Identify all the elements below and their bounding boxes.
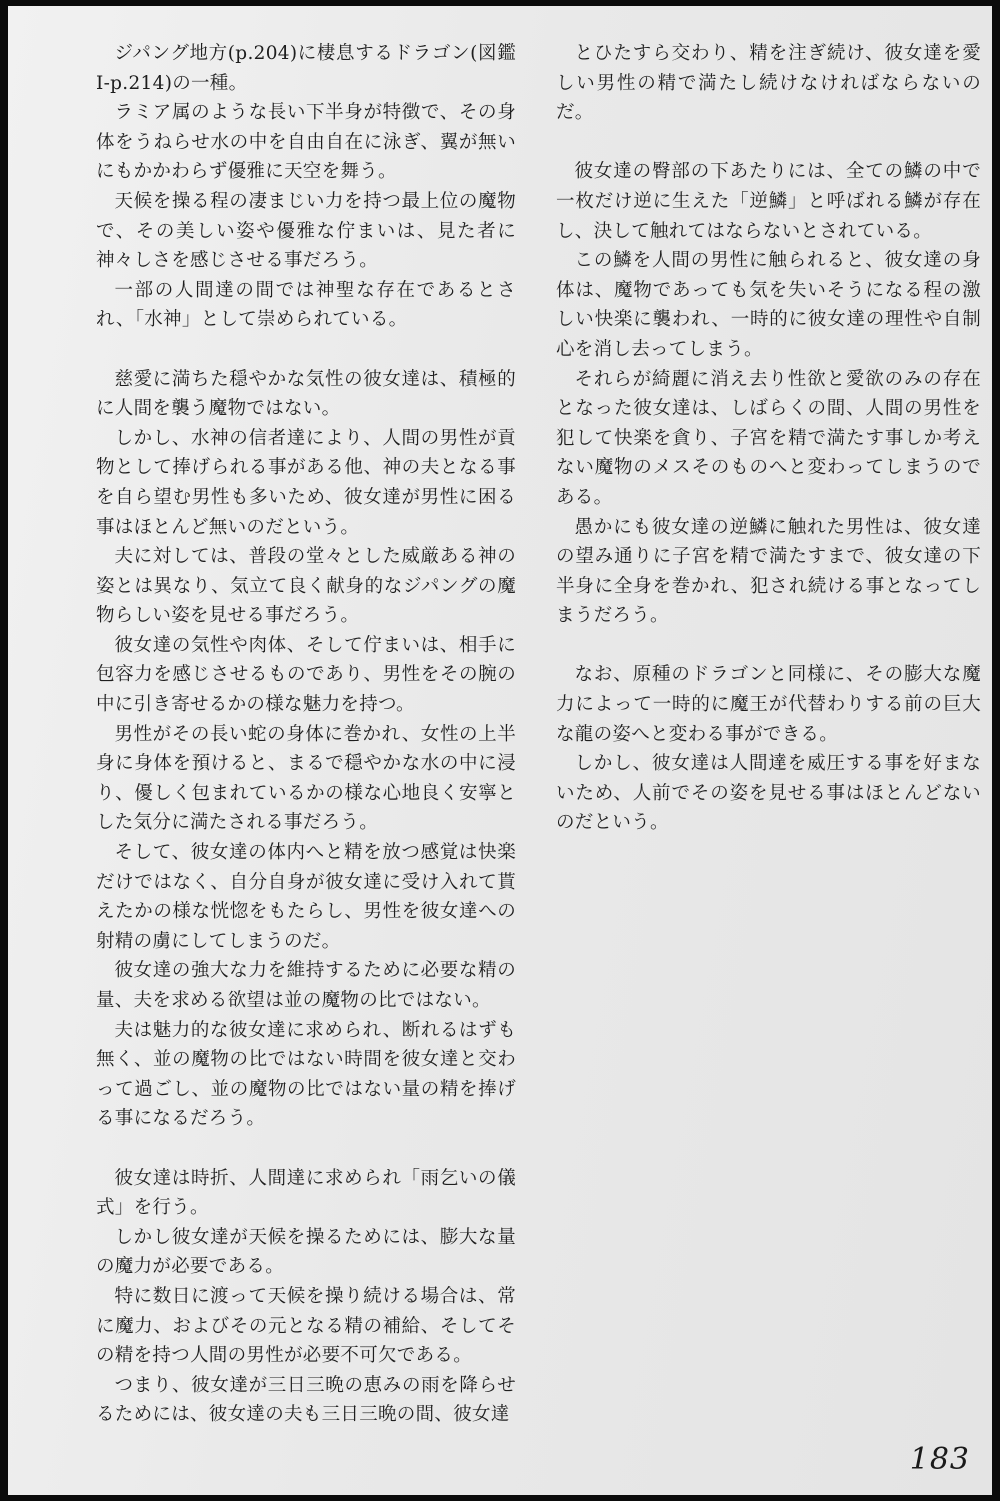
paragraph: つまり、彼女達が三日三晩の恵みの雨を降らせるためには、彼女達の夫も三日三晩の間、彼女達: [96, 1374, 516, 1426]
paragraph: そして、彼女達の体内へと精を放つ感覚は快楽だけではなく、自分自身が彼女達に受け入れて貰えたかの様な恍惚をもたらし、男性を彼女達への射精の虜にしてしまうのだ。: [96, 842, 516, 952]
page-number: 183: [909, 1442, 970, 1477]
paragraph: しかし、水神の信者達により、人間の男性が貢物として捧げられる事がある他、神の夫となる事を自ら望む男性も多いため、彼女達が男性に困る事はほとんど無いのだという。: [96, 427, 516, 538]
paragraph-gap: [96, 1134, 516, 1164]
text-column-left: [96, 39, 516, 1430]
text-column-right: [556, 39, 981, 838]
paragraph-gap: [556, 128, 981, 158]
paragraph: 慈愛に満ちた穏やかな気性の彼女達は、積極的に人間を襲う魔物ではない。: [96, 368, 516, 420]
paragraph: しかし、彼女達は人間達を威圧する事を好まないため、人前でその姿を見せる事はほとんどないのだという。: [556, 753, 981, 834]
paragraph: 特に数日に渡って天候を操り続ける場合は、常に魔力、およびその元となる精の補給、そしてその精を持つ人間の男性が必要不可欠である。: [96, 1285, 516, 1367]
paragraph: 彼女達の強大な力を維持するために必要な精の量、夫を求める欲望は並の魔物の比ではない。: [96, 960, 516, 1011]
document-page: [8, 6, 992, 1495]
paragraph: なお、原種のドラゴンと同様に、その膨大な魔力によって一時的に魔王が代替わりする前の巨大な龍の姿へと変わる事ができる。: [556, 664, 981, 745]
paragraph-gap: [556, 631, 981, 661]
paragraph: 男性がその長い蛇の身体に巻かれ、女性の上半身に身体を預けると、まるで穏やかな水の中に浸り、優しく包まれているかの様な心地良く安寧とした気分に満たされる事だろう。: [96, 723, 516, 834]
paragraph: 彼女達の臀部の下あたりには、全ての鱗の中で一枚だけ逆に生えた「逆鱗」と呼ばれる鱗が存在し、決して触れてはならないとされている。: [556, 161, 981, 242]
paragraph: この鱗を人間の男性に触られると、彼女達の身体は、魔物であっても気を失いそうになる程の激しい快楽に襲われ、一時的に彼女達の理性や自制心を消し去ってしまう。: [556, 250, 981, 360]
paragraph: しかし彼女達が天候を操るためには、膨大な量の魔力が必要である。: [96, 1226, 516, 1278]
paragraph: 愚かにも彼女達の逆鱗に触れた男性は、彼女達の望み通りに子宮を精で満たすまで、彼女達の下半身に全身を巻かれ、犯され続ける事となってしまうだろう。: [556, 516, 981, 627]
paragraph: 彼女達の気性や肉体、そして佇まいは、相手に包容力を感じさせるものであり、男性をその腕の中に引き寄せるかの様な魅力を持つ。: [96, 634, 516, 716]
paragraph: 天候を操る程の凄まじい力を持つ最上位の魔物で、その美しい姿や優雅な佇まいは、見た者に神々しさを感じさせる事だろう。: [96, 190, 516, 272]
paragraph: 一部の人間達の間では神聖な存在であるとされ、「水神」として崇められている。: [96, 279, 516, 331]
paragraph: 夫は魅力的な彼女達に求められ、断れるはずも無く、並の魔物の比ではない時間を彼女達と交わって過ごし、並の魔物の比ではない量の精を捧げる事になるだろう。: [96, 1019, 516, 1130]
paragraph: ジパング地方(p.204)に棲息するドラゴン(図鑑Ⅰ-p.214)の一種。: [96, 43, 516, 94]
paragraph: 夫に対しては、普段の堂々とした威厳ある神の姿とは異なり、気立て良く献身的なジパングの魔物らしい姿を見せる事だろう。: [96, 546, 516, 627]
paragraph-gap: [96, 335, 516, 365]
paragraph: ラミア属のような長い下半身が特徴で、その身体をうねらせ水の中を自由自在に泳ぎ、翼が無いにもかかわらず優雅に天空を舞う。: [96, 102, 516, 183]
paragraph: それらが綺麗に消え去り性欲と愛欲のみの存在となった彼女達は、しばらくの間、人間の男性を犯して快楽を貪り、子宮を精で満たす事しか考えない魔物のメスそのものへと変わってしまうのである。: [556, 368, 981, 508]
paragraph: 彼女達は時折、人間達に求められ「雨乞いの儀式」を行う。: [96, 1167, 516, 1219]
paragraph: とひたすら交わり、精を注ぎ続け、彼女達を愛しい男性の精で満たし続けなければならないのだ。: [556, 43, 981, 124]
